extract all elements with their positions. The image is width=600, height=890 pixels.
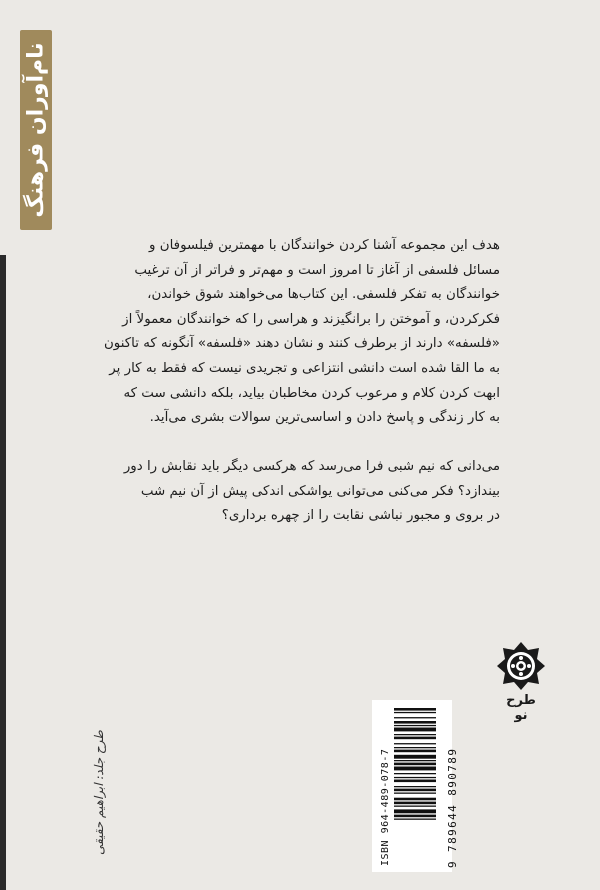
barcode-bar: [394, 755, 436, 759]
text-line: ابهت کردن کلام و مرعوب کردن مخاطبان بیاید، بلکه دانشی ست که: [123, 385, 500, 401]
barcode-bar: [394, 780, 436, 783]
barcode-bar: [394, 747, 436, 748]
isbn-label: ISBN 964-489-078-7: [380, 748, 391, 866]
barcode-bar: [394, 728, 436, 732]
barcode-bar: [394, 773, 436, 774]
barcode-icon: [394, 708, 436, 864]
barcode-bar: [394, 712, 436, 713]
cover-designer-signature: طرح جلد: ابراهیم حقیقی: [92, 730, 106, 855]
barcode-bar: [394, 708, 436, 711]
description-paragraph-2: [102, 455, 500, 529]
barcode-bar: [394, 760, 436, 761]
barcode-bar: [394, 798, 436, 801]
barcode-bar: [394, 789, 436, 792]
text-line: هدف این مجموعه آشنا کردن خوانندگان با مهمترین فیلسوفان و: [149, 238, 500, 253]
description-paragraph-1: [102, 234, 500, 431]
barcode-bar: [394, 802, 436, 805]
text-line: مسائل فلسفی از آغاز تا امروز است و مهم‌تر و فراتر از آن ترغیب: [134, 262, 500, 278]
barcode-bar: [394, 815, 436, 818]
text-line: فکرکردن، و آموختن را برانگیزند و هراسی را که خوانندگان معمولاً از: [122, 311, 500, 327]
barcode-bar: [394, 743, 436, 744]
barcode-bar: [394, 734, 436, 735]
text-line: به ما القا شده است دانشی انتزاعی و تجریدی نیست که فقط به کار پر: [109, 360, 500, 376]
barcode-bar: [394, 750, 436, 753]
text-line: به کار زندگی و پاسخ دادن و اساسی‌ترین سوالات بشری می‌آید.: [149, 410, 500, 426]
barcode-bar: [394, 717, 436, 718]
rosette-logo-icon: [495, 640, 547, 692]
text-line: بیندازد؟ فکر می‌کنی می‌توانی یواشکی اندکی پیش از آن نیم شب: [140, 483, 500, 499]
barcode-bar: [394, 806, 436, 807]
publisher-name: طرح نو: [506, 693, 536, 723]
series-title: نام‌آوران فرهنگ: [23, 42, 49, 218]
barcode-bar: [394, 809, 436, 813]
barcode-bar: [394, 767, 436, 771]
barcode-bar: [394, 819, 436, 820]
barcode-bar: [394, 721, 436, 724]
ean-number: 9 789644 890789: [446, 747, 459, 868]
barcode-bar: [394, 725, 436, 726]
text-line: می‌دانی که نیم شبی فرا می‌رسد که هرکسی دیگر باید نقابش را دور: [123, 459, 500, 474]
barcode-box: [372, 700, 459, 872]
barcode-bar: [394, 763, 436, 766]
text-line: خوانندگان به تفکر فلسفی. این کتاب‌ها می‌خواهند شوق خواندن،: [147, 287, 500, 303]
text-line: «فلسفه» دارند از برطرف کنند و نشان دهند «فلسفه» آنگونه که تاکنون: [103, 336, 500, 352]
spine-edge: [0, 255, 6, 890]
barcode-bar: [394, 777, 436, 778]
series-badge: [20, 30, 52, 230]
barcode-bar: [394, 737, 436, 740]
barcode-bar: [394, 793, 436, 794]
text-line: در بروی و مجبور نباشی نقابت را از چهره برداری؟: [221, 508, 500, 524]
barcode-bar: [394, 786, 436, 787]
